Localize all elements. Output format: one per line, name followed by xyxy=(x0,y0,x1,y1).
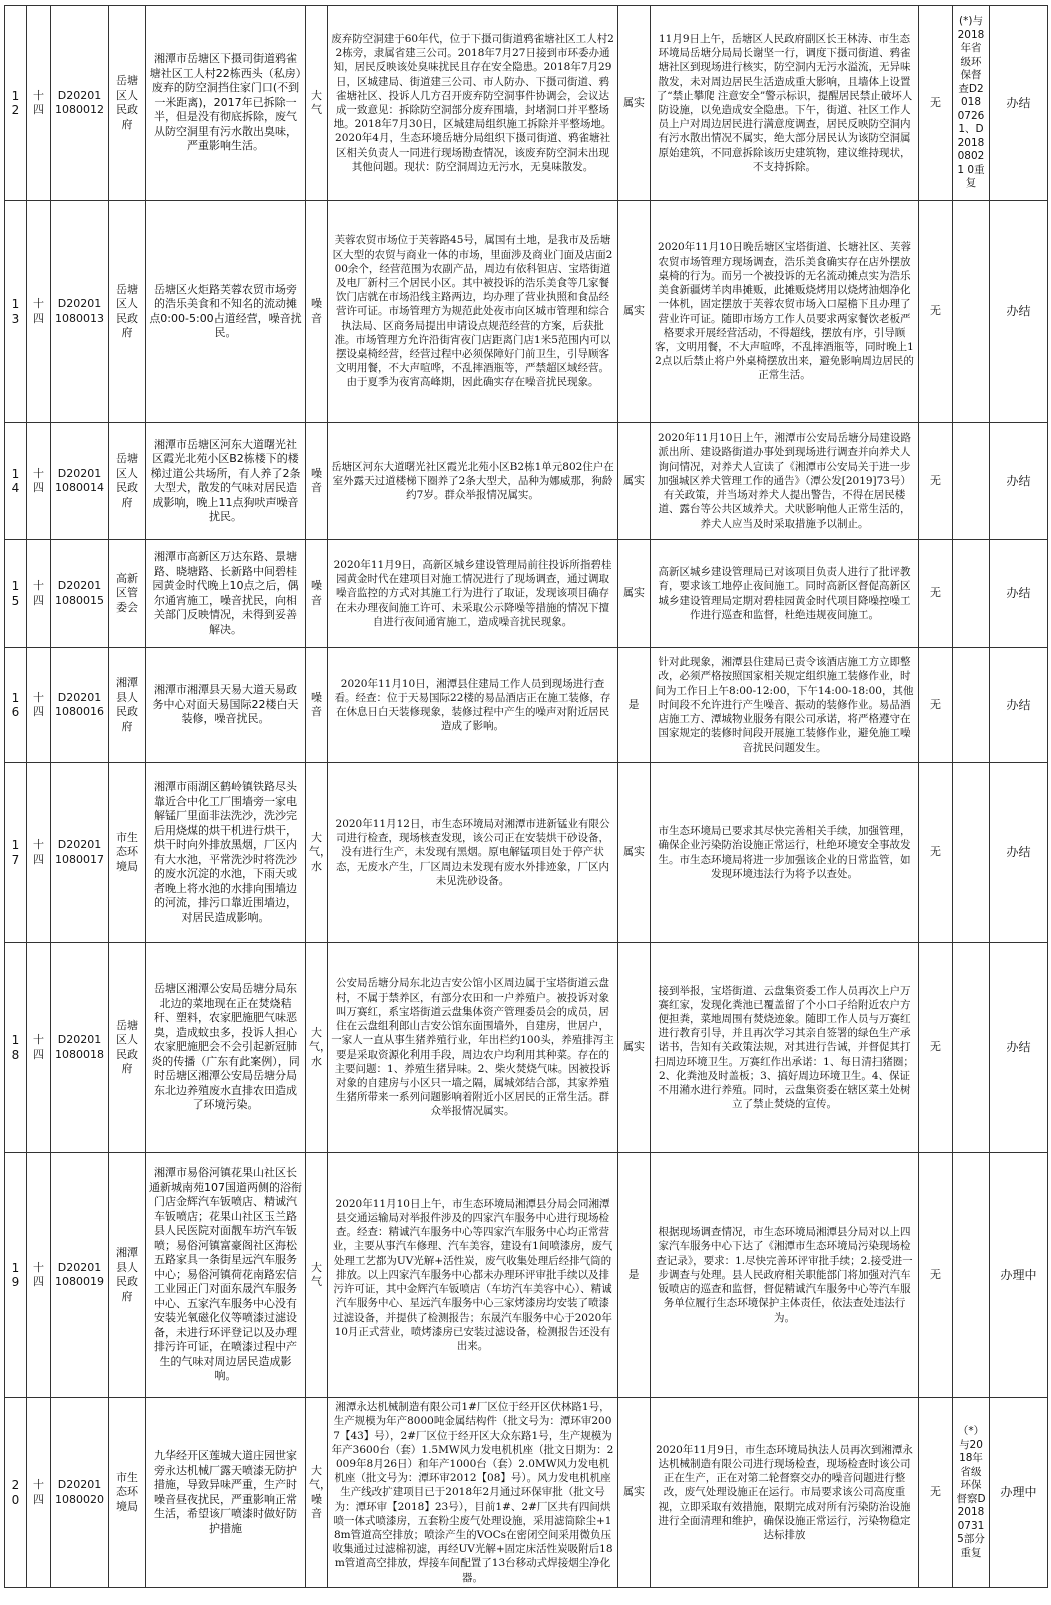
duplicate-note: (*)与2018年省级环保督查D2018 07261、D2018 08021 0重复 xyxy=(953,6,990,201)
case-code: D20201 1080016 xyxy=(51,648,109,763)
responsible-unit: 湘潭县人民政府 xyxy=(109,1153,146,1398)
status: 办结 xyxy=(990,201,1048,423)
responsible-unit: 岳塘区人民政府 xyxy=(109,201,146,423)
accountability: 无 xyxy=(919,201,953,423)
complaint-description: 湘潭市湘潭县天易大道天易政务中心对面天易国际22楼白天装修，噪音扰民。 xyxy=(146,648,306,763)
responsible-unit: 岳塘区人民政府 xyxy=(109,943,146,1153)
duplicate-note: （*）与2018年省级环保督察D2018 07315部分重复 xyxy=(953,1398,990,1588)
status: 办结 xyxy=(990,648,1048,763)
complaint-description: 湘潭市岳塘区下摄司街道鸦雀塘社区工人村22栋西头（私房）废弃的防空洞挡住家门口(不到一米距离)，2017年已拆除一半，但是没有彻底拆除，废气从防空洞里有污水散出臭味，严重影响生活。 xyxy=(146,6,306,201)
table-row xyxy=(5,1153,1048,1398)
table-row xyxy=(5,423,1048,540)
duplicate-note xyxy=(953,1153,990,1398)
table-row xyxy=(5,943,1048,1153)
row-number: 16 xyxy=(5,648,27,763)
table-row xyxy=(5,648,1048,763)
table-row xyxy=(5,540,1048,648)
responsible-unit: 岳塘区人民政府 xyxy=(109,6,146,201)
verdict: 属实 xyxy=(618,6,651,201)
investigation-findings: 公安局岳塘分局东北边吉安公馆小区周边属于宝塔街道云盘村，不属于禁养区，有部分农田和一户养殖户。被投诉对象叫万赛红，系宝塔街道云盘集体资产管理委员会的成员，居住在云盘组利郎山吉安公馆东面围墙外，自建房，世居户，一家人一直从事生猪养殖行业，年出栏约100头，养殖排泻主要是采取资源化利用手段，周边农户均利用其种菜。存在的主要问题：1、养殖生猪异味。2、柴火焚烧气味。因被投诉对象的自建房与小区只一墙之隔，属城郊结合部，其家养殖生猪所带来一系列问题影响着附近小区居民的正常生活。群众举报情况属实。 xyxy=(328,943,618,1153)
batch-cell: 十四 xyxy=(27,648,51,763)
batch-cell: 十四 xyxy=(27,1153,51,1398)
investigation-findings: 芙蓉农贸市场位于芙蓉路45号，属国有土地，是我市及岳塘区大型的农贸与商业一体的市场，里面涉及商业门面及店面200余个，经营范围为农副产品，周边有依科钽店、宝塔街道及电厂新村三个居民小区。其中被投诉的浩乐美食等几家餐饮门店就在市场沿线主路两边，均办理了营业执照和食品经营许可证。市场管理方为规范此处夜市向区城市管理和综合执法局、区商务局提出申请设点规范经营的方案，后获批准。市场管理方允许沿街宵夜门店距离门店1米5范围内可以摆设桌椅经营，经营过程中必须保障好门前卫生，引导顾客文明用餐，不大声喧哗，不乱摔酒瓶等，严禁超区域经营。由于夏季为夜宵高峰期，因此确实存在噪音扰民现象。 xyxy=(328,201,618,423)
case-code: D20201 1080015 xyxy=(51,540,109,648)
handling-result: 接到举报，宝塔街道、云盘集资委工作人员再次上户万赛红家，发现化粪池已覆盖留了个小口子给附近农户方便担粪，菜地周围有焚烧迹象。随即工作人员与万赛红进行教育引导，并且再次学习其亲自签署的绿色生产承诺书，告知有关政策法规，对其进行告诫，并督促其打扫周边环境卫生。万赛红作出承诺：1、每日清扫猪圈；2、化粪池及时盖板；3、搞好周边环境卫生。4、保证不用潲水进行养殖。同时，云盘集资委在辖区菜土处树立了禁止焚烧的宣传。 xyxy=(651,943,919,1153)
verdict: 是 xyxy=(618,648,651,763)
accountability: 无 xyxy=(919,423,953,540)
duplicate-note xyxy=(953,943,990,1153)
accountability: 无 xyxy=(919,763,953,943)
status: 办结 xyxy=(990,763,1048,943)
accountability: 无 xyxy=(919,943,953,1153)
row-number: 20 xyxy=(5,1398,27,1588)
investigation-findings: 2020年11月10日，湘潭县住建局工作人员到现场进行查看。经查：位于天易国际22楼的易品酒店正在施工装修，存在休息日白天装修现象，装修过程中产生的噪声对附近居民造成了影响。 xyxy=(328,648,618,763)
pollution-type: 噪音 xyxy=(306,423,328,540)
investigation-findings: 废弃防空洞建于60年代，位于下摄司街道鸦雀塘社区工人村22栋旁，隶属省建三公司。2018年7月27日接到市环委办通知，居民反映该处臭味扰民且存在安全隐患。2018年7月29日，区城建局、街道建三公司、市人防办、下摄司街道、鸦雀塘社区、投诉人几方召开废弃防空洞事件协调会，会议达成一致意见：拆除防空洞部分废弃围墙，封堵洞口并平整场地。2018年7月30日，区城建局组织施工拆除并平整场地。2020年4月，生态环境岳塘分局组织下摄司街道、鸦雀塘社区相关负责人一同进行现场勘查情况，该废弃防空洞未出现其他问题。现状：防空洞周边无污水，无臭味散发。 xyxy=(328,6,618,201)
complaint-description: 湘潭市雨湖区鹤岭镇铁路尽头靠近合中化工厂围墙旁一家电解锰厂里面非法洗沙，洗沙完后用烧煤的烘干机进行烘干，烘干时向外排放黑烟，厂区内有大水池，平常洗沙时将洗沙的废水沉淀的水池，下雨天或者晚上将水池的水排向围墙边的河流，排污口靠近围墙边，对居民造成影响。 xyxy=(146,763,306,943)
accountability: 无 xyxy=(919,540,953,648)
pollution-type: 大气 xyxy=(306,1153,328,1398)
verdict: 属实 xyxy=(618,763,651,943)
complaint-description: 九华经开区莲城大道庄园世家旁永达机械厂露天喷漆无防护措施，导致异味严重，生产时噪音昼夜扰民，严重影响正常生活，希望该厂喷漆时做好防护措施 xyxy=(146,1398,306,1588)
pollution-type: 大气，水 xyxy=(306,763,328,943)
responsible-unit: 岳塘区人民政府 xyxy=(109,423,146,540)
case-code: D20201 1080017 xyxy=(51,763,109,943)
responsible-unit: 湘潭县人民政府 xyxy=(109,648,146,763)
status: 办结 xyxy=(990,540,1048,648)
duplicate-note xyxy=(953,201,990,423)
pollution-type: 噪音 xyxy=(306,540,328,648)
handling-result: 针对此现象，湘潭县住建局已责令该酒店施工方立即整改，必须严格按照国家相关规定组织施工装修作业，时间为工作日上午8:00-12:00，下午14:00-18:00，其他时间段不允许进行产生噪音、振动的装修作业。易品酒店施工方、潭城物业服务有限公司承诺，将严格遵守在国家规定的装修时间段开展施工装修作业，避免施工噪音扰民问题发生。 xyxy=(651,648,919,763)
case-code: D20201 1080019 xyxy=(51,1153,109,1398)
duplicate-note xyxy=(953,763,990,943)
responsible-unit: 高新区管委会 xyxy=(109,540,146,648)
table-row xyxy=(5,763,1048,943)
investigation-findings: 2020年11月9日，高新区城乡建设管理局前往投诉所指碧桂园黄金时代在建项目对施工情况进行了现场调查，通过调取噪音监控的方式对其施工行为进行了取证，发现该项目确存在未办理夜间施工许可、未采取公示降噪等措施的情况下擅自进行夜间通宵施工，造成噪音扰民现象。 xyxy=(328,540,618,648)
accountability: 无 xyxy=(919,1398,953,1588)
handling-result: 根据现场调查情况，市生态环境局湘潭县分局对以上四家汽车服务中心下达了《湘潭市生态环境局污染现场检查记录》，要求：1.尽快完善环评审批手续；2.接受进一步调查与处理。县人民政府相关职能部门将加强对汽车钣喷店的巡查和监督，督促精诚汽车服务中心等汽车服务单位履行生态环境保护主体责任，依法查处违法行为。 xyxy=(651,1153,919,1398)
status: 办结 xyxy=(990,423,1048,540)
pollution-type: 大气 xyxy=(306,6,328,201)
investigation-findings: 2020年11月10日上午，市生态环境局湘潭县分局会同湘潭县交通运输局对举报件涉及的四家汽车服务中心进行现场检查。经查：精诚汽车服务中心等四家汽车服务中心均正常营业，主要从事汽车修理、汽车美容，建设有1间喷漆房，废气处理工艺都为UV光解+活性炭，废气收集处理后经排气筒的排放。以上四家汽车服务中心都未办理环评审批手续以及排污许可证，其中金辉汽车钣喷店（车坊汽车美容中心）、精诚汽车服务中心、星远汽车服务中心三家烤漆房均安装了喷漆过滤设备，并提供了检测报告；东晟汽车服务中心于2020年10月正式营业，喷烤漆房已安装过滤设备，检测报告还没有出来。 xyxy=(328,1153,618,1398)
case-code: D20201 1080014 xyxy=(51,423,109,540)
table-row xyxy=(5,1398,1048,1588)
handling-result: 高新区城乡建设管理局已对该项目负责人进行了批评教育，要求该工地停止夜间施工。同时高新区督促高新区城乡建设管理局定期对碧桂园黄金时代项目降噪控噪工作进行巡查和监督，杜绝违规夜间施工。 xyxy=(651,540,919,648)
case-code: D20201 1080013 xyxy=(51,201,109,423)
table-body xyxy=(5,6,1048,1588)
case-code: D20201 1080018 xyxy=(51,943,109,1153)
row-number: 12 xyxy=(5,6,27,201)
pollution-type: 噪音 xyxy=(306,648,328,763)
handling-result: 2020年11月10日上午，湘潭市公安局岳塘分局建设路派出所、建设路街道办事处到现场进行调查并向养犬人询问情况，对养犬人宣读了《湘潭市公安局关于进一步加强城区养犬管理工作的通告》（潭公发[2019]73号）有关政策，并当场对养犬人提出警告，不得在居民楼道、露台等公共区域养犬。犬吠影响他人正常生活的，养犬人应当及时采取措施予以制止。 xyxy=(651,423,919,540)
verdict: 属实 xyxy=(618,540,651,648)
case-code: D20201 1080012 xyxy=(51,6,109,201)
handling-result: 2020年11月9日，市生态环境局执法人员再次到湘潭永达机械制造有限公司进行现场检查，现场检查时该公司正在生产，正在对第二轮督察交办的噪音问题进行整改，废气处理设施正在运行。市局要求该公司高度重视，立即采取有效措施，限期完成对所有污染防治设施进行全面清理和维护，确保设施正常运行，污染物稳定达标排放 xyxy=(651,1398,919,1588)
complaint-description: 岳塘区湘潭公安局岳塘分局东北边的菜地现在正在焚烧秸秆、塑料，农家肥施肥气味恶臭，造成蚊虫多，投诉人担心农家肥施肥会不会引起新冠肺炎的传播（广东有此案例），同时岳塘区湘潭公安局岳塘分局东北边养殖废水直排农田造成了环境污染。 xyxy=(146,943,306,1153)
batch-cell: 十四 xyxy=(27,1398,51,1588)
duplicate-note xyxy=(953,648,990,763)
verdict: 属实 xyxy=(618,943,651,1153)
row-number: 17 xyxy=(5,763,27,943)
status: 办理中 xyxy=(990,1153,1048,1398)
verdict: 属实 xyxy=(618,423,651,540)
accountability: 无 xyxy=(919,1153,953,1398)
investigation-findings: 岳塘区河东大道曙光社区霞光北苑小区B2栋1单元802住户在室外露天过道楼梯下圈养了2条大型犬，品种为娜威那，狗龄约7岁。群众举报情况属实。 xyxy=(328,423,618,540)
responsible-unit: 市生态环境局 xyxy=(109,1398,146,1588)
complaint-description: 湘潭市岳塘区河东大道曙光社区霞光北苑小区B2栋楼下的楼梯过道公共场所，有人养了2条大型犬，散发的气味对居民造成影响，晚上11点狗吠声噪音扰民。 xyxy=(146,423,306,540)
batch-cell: 十四 xyxy=(27,423,51,540)
investigation-findings: 湘潭永达机械制造有限公司1#厂区位于经开区伏林路1号，生产规模为年产8000吨金属结构件（批文号为：潭环审2007【43】号），2#厂区位于经开区大众东路1号，生产规模为年产3600台（套）1.5MW风力发电机机座（批文日期为：2009年8月26日）和年产1000台（套）2.0MW风力发电机机座（批文号为：潭环审2012【08】号）。风力发电机机座生产线改扩建项目已于2018年2月通过环保审批（批文号为：潭环审【2018】23号），目前1#、2#厂区共有四间烘喷一体式喷漆房，五套粉尘废气处理设施，采用滤筒除尘+18m管道高空排放；喷涂产生的VOCs在密闭空间采用微负压收集通过过滤棉初滤，再经UV光解+固定床活性炭吸附后18m管道高空排放，焊接车间配置了13台移动式焊接烟尘净化器。 xyxy=(328,1398,618,1588)
status: 办理中 xyxy=(990,1398,1048,1588)
pollution-type: 大气，水 xyxy=(306,943,328,1153)
handling-result: 11月9日上午，岳塘区人民政府副区长王林涛、市生态环境局岳塘分局局长谢坚一行，调度下摄司街道、鸦雀塘社区到现场进行核实，防空洞内无污水溢流，无异味散发，未对周边居民生活造成重大影响，且墙体上设置了“禁止攀爬 注意安全”警示标识，提醒居民禁止破坏人防设施，以免造成安全隐患。下午，街道、社区工作人员上户对周边居民进行满意度调查，居民反映防空洞内有污水散出情况不属实，绝大部分居民认为该防空洞属原始建筑，不同意拆除该历史建筑物，建议维持现状，不支持拆除。 xyxy=(651,6,919,201)
duplicate-note xyxy=(953,540,990,648)
verdict: 属实 xyxy=(618,201,651,423)
pollution-type: 大气，噪音 xyxy=(306,1398,328,1588)
status: 办结 xyxy=(990,6,1048,201)
accountability: 无 xyxy=(919,6,953,201)
complaint-description: 湘潭市高新区万达东路、景塘路、晓塘路、长新路中间碧桂园黄金时代晚上10点之后，偶尔通宵施工，噪音扰民，向相关部门反映情况，未得到妥善解决。 xyxy=(146,540,306,648)
verdict: 属实 xyxy=(618,1398,651,1588)
row-number: 19 xyxy=(5,1153,27,1398)
complaint-description: 岳塘区火炬路芙蓉农贸市场旁的浩乐美食和不知名的流动摊点0:00-5:00占道经营，噪音扰民。 xyxy=(146,201,306,423)
handling-result: 市生态环境局已要求其尽快完善相关手续，加强管理，确保企业污染防治设施正常运行，杜绝环境安全事故发生。市生态环境局将进一步加强该企业的日常监管，如发现环境违法行为将予以查处。 xyxy=(651,763,919,943)
responsible-unit: 市生态环境局 xyxy=(109,763,146,943)
batch-cell: 十四 xyxy=(27,201,51,423)
accountability: 无 xyxy=(919,648,953,763)
verdict: 是 xyxy=(618,1153,651,1398)
row-number: 15 xyxy=(5,540,27,648)
batch-cell: 十四 xyxy=(27,763,51,943)
batch-cell: 十四 xyxy=(27,943,51,1153)
row-number: 18 xyxy=(5,943,27,1153)
status: 办结 xyxy=(990,943,1048,1153)
complaint-table xyxy=(4,5,1048,1588)
table-row xyxy=(5,201,1048,423)
pollution-type: 噪音 xyxy=(306,201,328,423)
handling-result: 2020年11月10日晚岳塘区宝塔街道、长塘社区、芙蓉农贸市场管理方现场调查，浩乐美食确实存在店外摆放桌椅的行为。而另一个被投诉的无名流动摊点实为浩乐美食新疆烤羊肉串摊贩，此摊贩烧烤用以烧烤油烟净化一体机，固定摆放于芙蓉农贸市场入口屋檐下且办理了营业许可证。随即市场方工作人员要求两家餐饮老板严格要求开展经营活动，不得超线，摆放有序，引导顾客，文明用餐，不大声喧哗，不乱摔酒瓶等，同时晚上12点以后禁止将户外桌椅摆放出来，避免影响周边居民的正常生活。 xyxy=(651,201,919,423)
row-number: 14 xyxy=(5,423,27,540)
investigation-findings: 2020年11月12日，市生态环境局对湘潭市进新锰业有限公司进行检查，现场核查发现，该公司正在安装烘干砂设备，没有进行生产，未发现有黑烟。原电解锰项目处于停产状态，无废水产生，厂区周边未发现有废水外排迹象，厂区内未见洗砂设备。 xyxy=(328,763,618,943)
complaint-description: 湘潭市易俗河镇花果山社区长通新城南苑107国道两侧的浴衔门店金辉汽车钣喷店、精诚汽车钣喷店；花果山社区玉兰路县人民医院对面靓车坊汽车钣喷；易俗河镇富豪阁社区海松五路家具一条街星远汽车服务中心；易俗河镇荷花南路宏信工业园正门对面东晟汽车服务中心、五家汽车服务中心没有安装光氧磁化仪等喷漆过滤设备，未进行环评登记以及办理排污许可证，在喷漆过程中产生的气味对周边居民造成影响。 xyxy=(146,1153,306,1398)
duplicate-note xyxy=(953,423,990,540)
table-row xyxy=(5,6,1048,201)
case-code: D20201 1080020 xyxy=(51,1398,109,1588)
row-number: 13 xyxy=(5,201,27,423)
batch-cell: 十四 xyxy=(27,540,51,648)
batch-cell: 十四 xyxy=(27,6,51,201)
